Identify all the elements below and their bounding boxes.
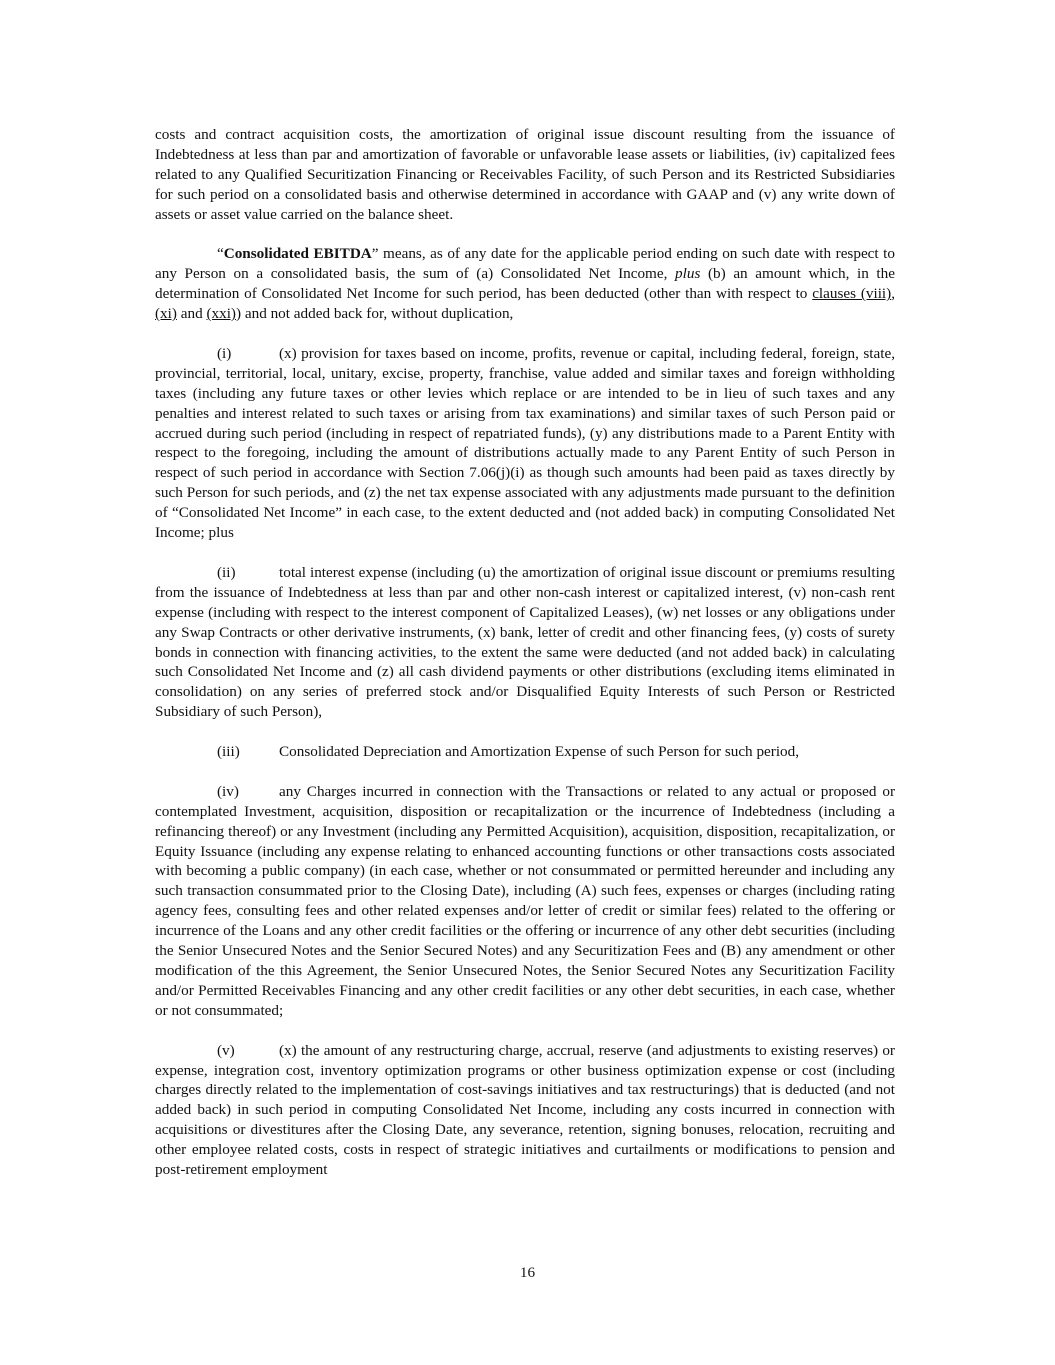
clause-number: (ii) xyxy=(217,563,236,581)
definition-tail: ) and not added back for, without duplication, xyxy=(236,305,514,323)
paragraph-continuation: costs and contract acquisition costs, the amortization of original issue discount resulting from the issuance of Indebtedness at less than par and amortization of favorable or unfavorable lease assets or liabilities, (iv) capitalized fees related to any Qualified Securitization Financing or Receivables Facility, of such Person and its Restricted Subsidiaries for such period on a consolidated basis and otherwise determined in accordance with GAAP and (v) any write down of assets or asset value carried on the balance sheet. xyxy=(155,126,895,223)
clause-reference-xi: (xi) xyxy=(155,305,177,323)
clause-reference-viii: clauses (viii) xyxy=(812,285,892,303)
clause-i xyxy=(155,344,895,543)
clause-text: Consolidated Depreciation and Amortization Expense of such Person for such period, xyxy=(279,743,800,761)
defined-term: Consolidated EBITDA xyxy=(223,245,372,263)
definition-consolidated-ebitda xyxy=(155,244,895,324)
definition-text: ” means, as of any date for the applicable period ending on such date with respect to any Person on a consolidated basis, the sum of (a) Consolidated Net Income, xyxy=(155,245,895,283)
clause-ii xyxy=(155,563,895,722)
clause-number: (iii) xyxy=(217,743,240,761)
separator: , xyxy=(891,285,895,303)
document-body xyxy=(155,125,895,1200)
page-number: 16 xyxy=(519,1264,536,1281)
clause-v xyxy=(155,1041,895,1180)
clause-iii xyxy=(155,742,895,762)
open-quote: “ xyxy=(217,245,224,263)
clause-reference-xxi: (xxi) xyxy=(206,305,236,323)
definition-text-2: (b) an amount which, in the determination of Consolidated Net Income for such period, has been deducted (other than with respect to xyxy=(155,265,895,303)
clause-iv xyxy=(155,782,895,1021)
clause-number: (v) xyxy=(217,1041,235,1059)
clause-text: (x) provision for taxes based on income, profits, revenue or capital, including federal, foreign, state, provincial, territorial, local, unitary, excise, property, franchise, value added and similar taxes and foreign withholding taxes (including any future taxes or other levies which replace or are intended to be in lieu of such taxes and any penalties and interest related to such taxes or arising from tax examinations) and similar taxes of such Person paid or accrued during such period (including in respect of repatriated funds), (y) any distributions made to a Parent Entity with respect to the foregoing, including the amount of distributions actually made to any Parent Entity of such Person in respect of such period in accordance with Section 7.06(j)(i) as though such amounts had been paid as taxes directly by such Person for such periods, and (z) the net tax expense associated with any adjustments made pursuant to the definition of “Consolidated Net Income” in each case, to the extent deducted and (not added back) in computing Consolidated Net Income; plus xyxy=(155,344,895,542)
separator-and: and xyxy=(176,305,207,323)
clause-text: (x) the amount of any restructuring charge, accrual, reserve (and adjustments to existing reserves) or expense, integration cost, inventory optimization programs or other business optimization expense or cost (including charges directly related to the implementation of cost-savings initiatives and tax restructurings) that is deducted (and not added back) in such period in computing Consolidated Net Income, including any costs incurred in connection with acquisitions or divestitures after the Closing Date, any severance, retention, signing bonuses, relocation, recruiting and other employee related costs, costs in respect of strategic initiatives and curtailments or modifications to pension and post-retirement employment xyxy=(155,1041,895,1179)
clause-number: (i) xyxy=(217,344,232,362)
clause-text: any Charges incurred in connection with the Transactions or related to any actual or proposed or contemplated Investment, acquisition, disposition or recapitalization or the incurrence of Indebtedness (including a refinancing thereof) or any Investment (including any Permitted Acquisition), acquisition, disposition, recapitalization, or Equity Issuance (including any expense relating to enhanced accounting functions or other transactions costs associated with becoming a public company) (in each case, whether or not consummated or permitted hereunder and including any such transaction consummated prior to the Closing Date), including (A) such fees, expenses or charges (including rating agency fees, consulting fees and other related expenses and/or letter of credit or similar fees) related to the offering or incurrence of the Loans and any other credit facilities or the offering or incurrence of any other debt securities (including the Senior Unsecured Notes and the Senior Secured Notes) and any Securitization Fees and (B) any amendment or other modification of the this Agreement, the Senior Unsecured Notes, the Senior Secured Notes any Securitization Facility and/or Permitted Receivables Financing and any other credit facilities or any other debt securities, in each case, whether or not consummated; xyxy=(155,782,895,1019)
clause-text: total interest expense (including (u) the amortization of original issue discount or premiums resulting from the issuance of Indebtedness at less than par and other non-cash interest or capitalized interest, (v) non-cash rent expense (including with respect to the interest component of Capitalized Leases), (w) net losses or any obligations under any Swap Contracts or other derivative instruments, (x) bank, letter of credit and other financing fees, (y) costs of surety bonds in connection with financing activities, to the extent the same were deducted (and not added back) in calculating such Consolidated Net Income and (z) all cash dividend payments or other distributions (excluding items eliminated in consolidation) on any series of preferred stock and/or Disqualified Equity Interests of such Person or Restricted Subsidiary of such Person), xyxy=(155,563,895,721)
clause-number: (iv) xyxy=(217,782,239,800)
plus-italic: plus xyxy=(675,265,701,283)
